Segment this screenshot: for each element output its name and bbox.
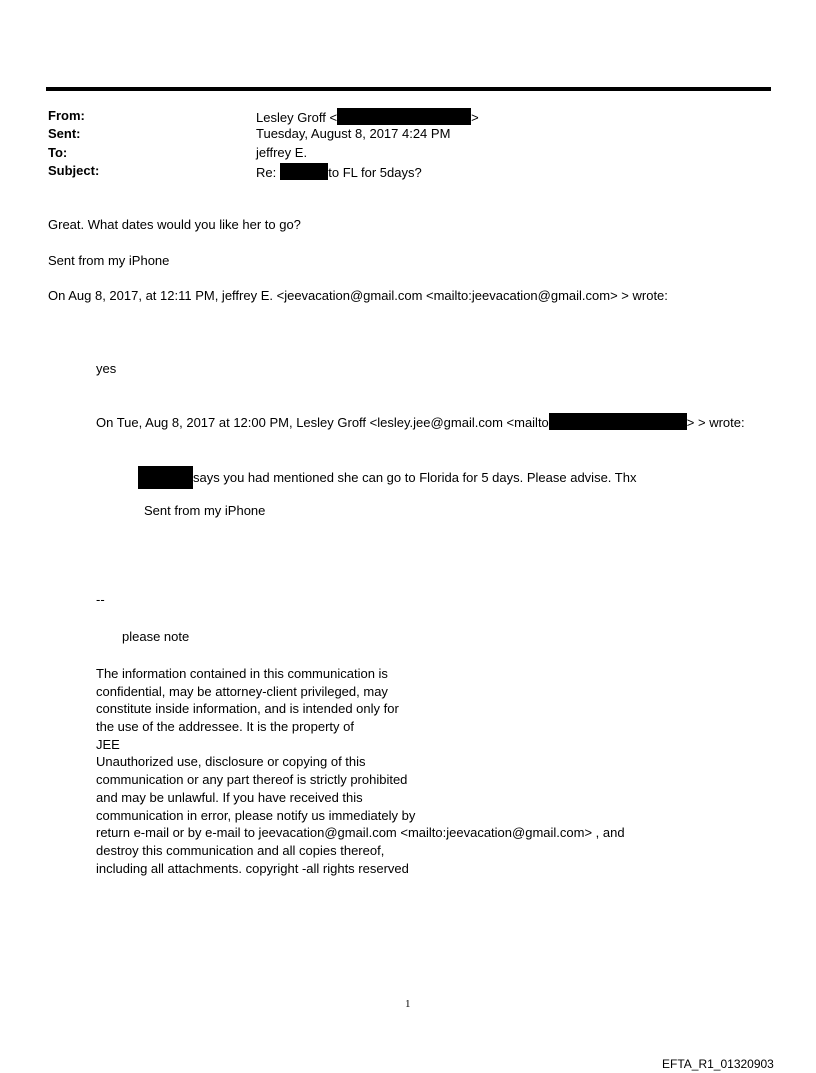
inner-message-text: says you had mentioned she can go to Florida for 5 days. Please advise. Thx	[193, 470, 637, 485]
redaction-block	[337, 108, 471, 125]
from-name: Lesley Groff <	[256, 110, 338, 125]
from-value	[256, 108, 479, 126]
sent-label: Sent:	[48, 126, 81, 141]
redaction-block	[138, 466, 193, 489]
disclaimer	[96, 665, 625, 877]
disclaimer-line: destroy this communication and all copies thereof,	[96, 842, 385, 858]
page-number: 1	[405, 998, 411, 1010]
disclaimer-line: The information contained in this communication is	[96, 666, 388, 681]
inner-message	[138, 466, 636, 489]
disclaimer-line: constitute inside information, and is intended only for	[96, 701, 399, 717]
disclaimer-line: communication or any part thereof is strictly prohibited	[96, 772, 408, 788]
to-label: To:	[48, 145, 68, 160]
disclaimer-line: the use of the addressee. It is the property of	[96, 719, 354, 735]
subject-suffix: to FL for 5days?	[328, 165, 422, 180]
subject-value	[256, 163, 422, 181]
disclaimer-line: communication in error, please notify us immediately by	[96, 807, 416, 823]
disclaimer-line: confidential, may be attorney-client privileged, may	[96, 683, 388, 699]
reply-text: yes	[96, 361, 117, 376]
quote-header-suffix: > > wrote:	[686, 415, 745, 430]
signature: Sent from my iPhone	[144, 503, 266, 518]
subject-prefix: Re:	[256, 165, 277, 180]
disclaimer-line: Unauthorized use, disclosure or copying of this	[96, 754, 366, 770]
please-note: please note	[122, 629, 190, 644]
redaction-block	[280, 163, 328, 180]
subject-label: Subject:	[48, 163, 100, 178]
redaction-block	[549, 413, 687, 430]
disclaimer-line: return e-mail or by e-mail to jeevacation@gmail.com <mailto:jeevacation@gmail.com> , and	[96, 825, 625, 841]
quote-header-prefix: On Tue, Aug 8, 2017 at 12:00 PM, Lesley Groff <lesley.jee@gmail.com <mailto	[96, 415, 549, 430]
disclaimer-line: and may be unlawful. If you have received this	[96, 789, 363, 805]
signature: Sent from my iPhone	[48, 253, 170, 268]
message-body-line: Great. What dates would you like her to go?	[48, 217, 301, 232]
quote-header-nested	[96, 413, 745, 431]
from-label: From:	[48, 108, 85, 123]
document-id: EFTA_R1_01320903	[662, 1057, 774, 1071]
from-email-close: >	[471, 110, 479, 125]
signature-separator: --	[96, 592, 105, 607]
disclaimer-line: including all attachments. copyright -all rights reserved	[96, 860, 409, 876]
to-value: jeffrey E.	[256, 145, 308, 160]
sent-value: Tuesday, August 8, 2017 4:24 PM	[256, 126, 451, 141]
disclaimer-line: JEE	[96, 736, 120, 752]
quote-header: On Aug 8, 2017, at 12:11 PM, jeffrey E. <jeevacation@gmail.com <mailto:jeevacation@gmail.com> > wrote:	[48, 288, 668, 303]
header-rule	[46, 87, 771, 91]
